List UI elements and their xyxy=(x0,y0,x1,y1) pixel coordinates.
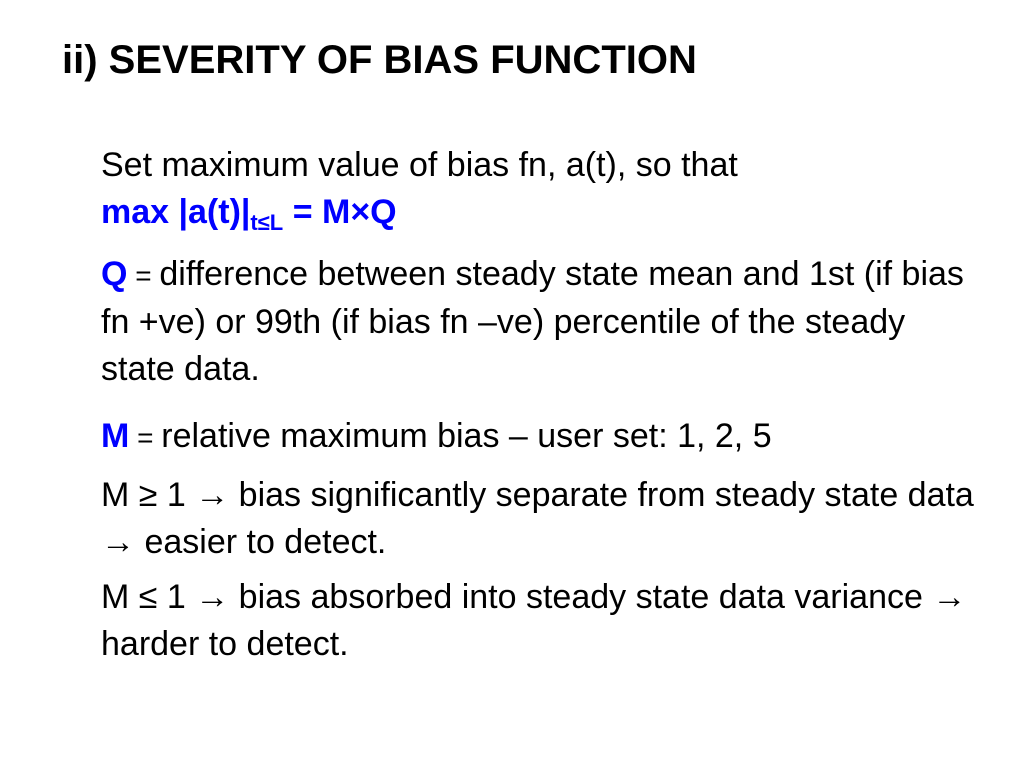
paragraph-m-greater xyxy=(101,472,981,566)
q-term: Q xyxy=(101,255,128,293)
slide-body xyxy=(101,142,981,668)
paragraph-m-less xyxy=(101,574,981,668)
bias-max-intro: Set maximum value of bias fn, a(t), so that xyxy=(101,146,738,184)
m-greater-text: M ≥ 1 → bias significantly separate from steady state data → easier to detect. xyxy=(101,476,974,561)
m-less-text: M ≤ 1 → bias absorbed into steady state data variance → harder to detect. xyxy=(101,578,967,663)
q-equals: = xyxy=(127,260,160,291)
formula-subscript: t≤L xyxy=(250,210,284,235)
q-definition-text: difference between steady state mean and 1st (if bias fn +ve) or 99th (if bias fn –ve) percentile of the steady state data. xyxy=(101,255,964,388)
bias-max-formula xyxy=(101,193,397,235)
formula-main: max |a(t)| xyxy=(101,193,251,231)
m-definition-text: relative maximum bias – user set: 1, 2, 5 xyxy=(161,417,772,455)
m-term: M xyxy=(101,417,130,455)
formula-rest: = M×Q xyxy=(283,193,397,231)
paragraph-q-definition xyxy=(101,251,981,393)
m-equals: = xyxy=(129,422,162,453)
paragraph-m-definition xyxy=(101,413,981,461)
slide-title: ii) SEVERITY OF BIAS FUNCTION xyxy=(62,38,697,82)
paragraph-bias-max xyxy=(101,142,981,236)
